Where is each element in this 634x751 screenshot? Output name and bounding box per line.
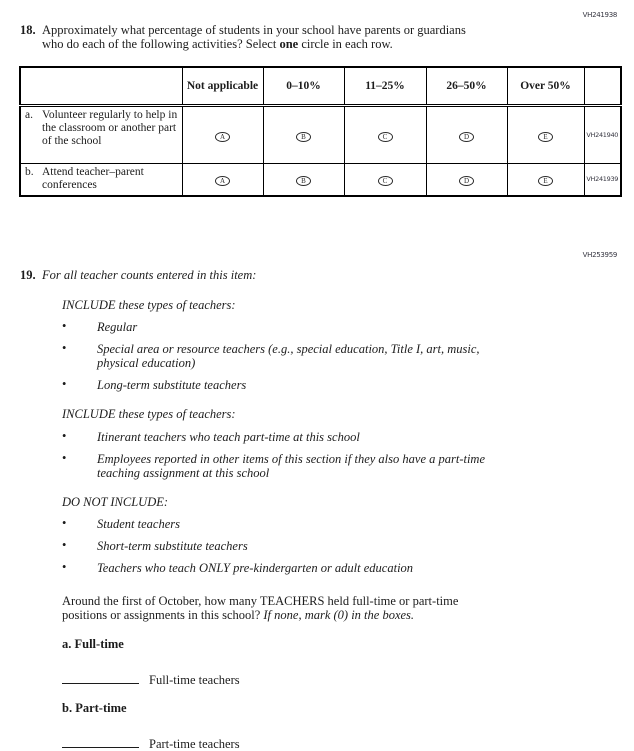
full-time-input[interactable] — [62, 671, 139, 684]
teacher-count-line2 — [62, 609, 614, 623]
row-b-label-cell — [20, 163, 182, 196]
part-time-entry-row — [62, 735, 614, 751]
do-not-include-heading: DO NOT INCLUDE: — [62, 494, 169, 509]
table-row-volunteer — [20, 105, 621, 163]
question-19 — [20, 269, 614, 283]
question-19-body — [62, 299, 614, 751]
bullet-line: teaching assignment at this school — [97, 465, 270, 480]
q18-prompt-line2 — [42, 38, 466, 52]
teacher-count-line1: Around the first of October, how many TEACHERS held full-time or part-time — [62, 594, 459, 608]
bullet-icon: • — [62, 341, 67, 355]
bullet-line: physical education) — [97, 356, 196, 370]
answer-bubble-c[interactable]: C — [378, 132, 393, 142]
bullet-text-long-term — [97, 378, 246, 392]
part-time-line-label: Part-time teachers — [149, 736, 240, 751]
full-time-entry-row — [62, 671, 614, 687]
table-row-conferences — [20, 163, 621, 196]
bullet-line: Student teachers — [97, 517, 180, 531]
answer-bubble-d[interactable]: D — [459, 132, 474, 142]
header-26-50: 26–50% — [426, 67, 507, 105]
list-item — [62, 430, 614, 444]
answer-bubble-b[interactable]: B — [296, 176, 311, 186]
part-time-label: b. Part-time — [62, 700, 127, 715]
q18-prompt-one-bold: one — [279, 36, 299, 51]
bullet-text-student-teachers — [97, 517, 180, 531]
list-item — [62, 561, 614, 575]
row-a-option-cell-b — [263, 105, 344, 163]
bullet-icon: • — [62, 560, 67, 574]
include-heading-2: INCLUDE these types of teachers: — [62, 407, 236, 421]
row-a-option-cell-e — [507, 105, 584, 163]
bullet-line: Itinerant teachers who teach part-time at this school — [97, 429, 360, 444]
row-a-option-cell-d — [426, 105, 507, 163]
answer-bubble-a[interactable]: A — [215, 132, 230, 142]
stub-header-cell — [20, 67, 182, 105]
answer-bubble-c[interactable]: C — [378, 176, 393, 186]
bullet-text-pre-k — [97, 561, 413, 575]
teacher-count-question — [62, 595, 614, 623]
table-header-row — [20, 67, 621, 105]
row-b-option-cell-e — [507, 163, 584, 196]
row-a-label-cell — [20, 105, 182, 163]
header-11-25: 11–25% — [344, 67, 426, 105]
list-item — [62, 539, 614, 553]
bullet-icon: • — [62, 450, 67, 465]
header-0-10: 0–10% — [263, 67, 344, 105]
row-b-item-code: VH241939 — [584, 163, 621, 196]
question-19-intro: For all teacher counts entered in this item: — [42, 268, 257, 282]
include-heading-1: INCLUDE these types of teachers: — [62, 297, 236, 312]
row-b-option-cell-b — [263, 163, 344, 196]
answer-bubble-d[interactable]: D — [459, 176, 474, 186]
list-item — [62, 378, 614, 392]
bullet-text-short-term — [97, 539, 248, 553]
item-code-q19: VH253959 — [582, 251, 617, 259]
header-over-50: Over 50% — [507, 67, 584, 105]
header-not-applicable: Not applicable — [182, 67, 263, 105]
list-item — [62, 342, 614, 370]
part-time-input[interactable] — [62, 735, 139, 748]
row-b-label: Attend teacher–parent conferences — [42, 165, 144, 191]
teacher-count-line2-roman: positions or assignments in this school? — [62, 607, 264, 622]
full-time-label: a. Full-time — [62, 636, 124, 651]
row-b-prefix: b. — [25, 165, 34, 178]
bullet-line: Short-term substitute teachers — [97, 539, 248, 553]
bullet-line: Employees reported in other items of this section if they also have a part-time — [97, 451, 486, 466]
bullet-icon: • — [62, 377, 67, 391]
answer-bubble-e[interactable]: E — [538, 176, 553, 186]
row-a-option-cell-c — [344, 105, 426, 163]
row-a-item-code: VH241940 — [584, 105, 621, 163]
list-item — [62, 320, 614, 334]
item-code-q18: VH241938 — [582, 11, 617, 19]
full-time-line-label: Full-time teachers — [149, 672, 240, 687]
teacher-count-line2-italic: If none, mark (0) in the boxes. — [263, 607, 415, 622]
parent-activities-table — [19, 66, 622, 197]
bullet-text-special-area — [97, 342, 480, 370]
bullet-line: Teachers who teach ONLY pre-kindergarten or adult education — [97, 561, 414, 575]
bullet-text-regular — [97, 320, 137, 334]
header-code-cell — [584, 67, 621, 105]
question-18 — [0, 0, 634, 51]
q18-prompt-line1: Approximately what percentage of students in your school have parents or guardians — [42, 23, 466, 37]
row-a-label: Volunteer regularly to help in the classroom or another part of the school — [42, 108, 178, 147]
bullet-line: Long-term substitute teachers — [97, 378, 247, 392]
answer-bubble-e[interactable]: E — [538, 132, 553, 142]
answer-bubble-b[interactable]: B — [296, 132, 311, 142]
q18-prompt-line2-post: circle in each row. — [298, 36, 393, 51]
row-b-option-cell-d — [426, 163, 507, 196]
bullet-icon: • — [62, 319, 67, 333]
row-a-prefix: a. — [25, 108, 33, 121]
answer-bubble-a[interactable]: A — [215, 176, 230, 186]
row-b-option-cell-c — [344, 163, 426, 196]
bullet-icon: • — [62, 516, 67, 530]
list-item — [62, 517, 614, 531]
bullet-line: Special area or resource teachers (e.g., special education, Title I, art, music, — [97, 342, 480, 356]
bullet-text-employees — [97, 452, 485, 480]
bullet-line: Regular — [97, 320, 138, 334]
question-18-prompt — [42, 24, 466, 51]
row-b-option-cell-a — [182, 163, 263, 196]
q18-prompt-line2-pre: who do each of the following activities? Select — [42, 36, 280, 51]
question-19-number: 19. — [20, 268, 36, 282]
question-18-number: 18. — [20, 23, 36, 37]
bullet-text-itinerant — [97, 430, 360, 444]
list-item — [62, 452, 614, 480]
row-a-option-cell-a — [182, 105, 263, 163]
bullet-icon: • — [62, 538, 67, 552]
bullet-icon: • — [62, 428, 67, 443]
